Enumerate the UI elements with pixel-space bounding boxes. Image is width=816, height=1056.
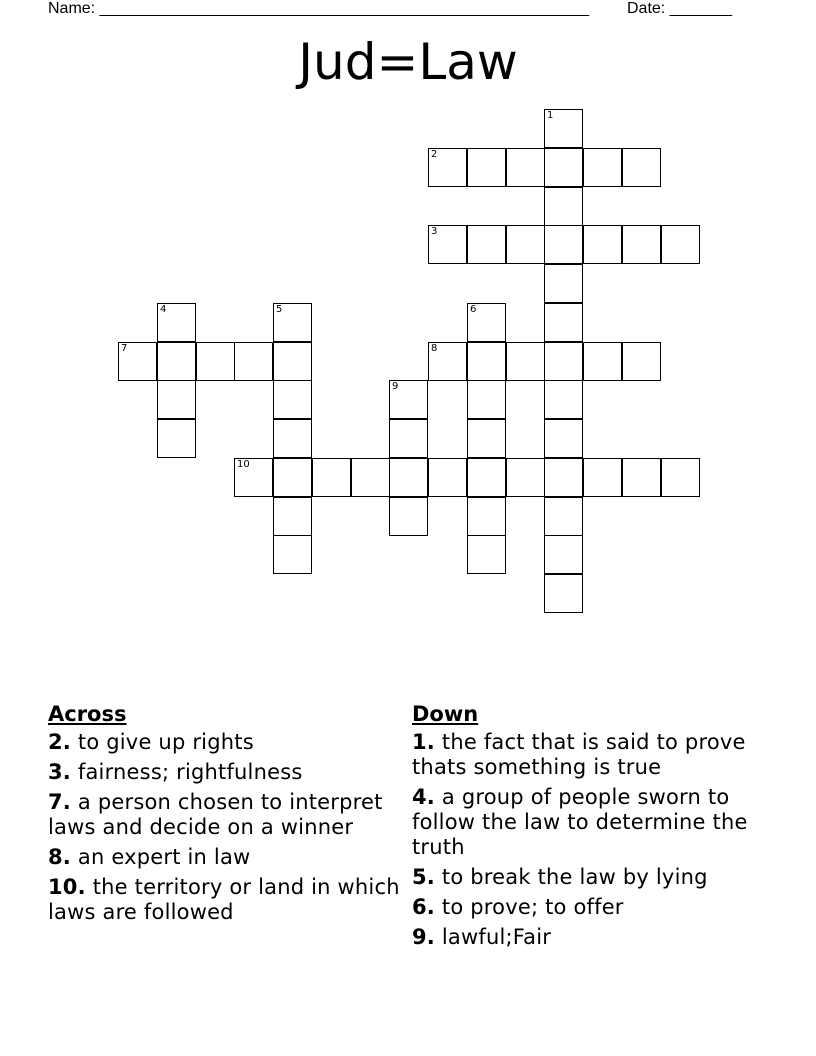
crossword-cell[interactable] [351, 458, 390, 497]
name-label: Name: [48, 0, 96, 17]
clue-number: 1 [547, 110, 554, 121]
crossword-cell[interactable] [583, 458, 622, 497]
clue-number: 3 [431, 226, 438, 237]
crossword-cell[interactable] [157, 303, 196, 342]
crossword-cell[interactable] [273, 458, 312, 497]
crossword-cell[interactable] [467, 303, 506, 342]
crossword-cell[interactable] [544, 109, 583, 148]
crossword-cell[interactable] [544, 535, 583, 574]
crossword-cell[interactable] [506, 225, 545, 264]
crossword-cell[interactable] [389, 497, 428, 536]
crossword-cell[interactable] [583, 225, 622, 264]
clue-text: to prove; to offer [441, 895, 624, 919]
clue-number: 9. [412, 925, 435, 949]
clue-text: an expert in law [77, 845, 251, 869]
clue-item [48, 875, 408, 925]
down-clues [412, 702, 772, 955]
crossword-cell[interactable] [622, 342, 661, 381]
crossword-cell[interactable] [273, 419, 312, 458]
crossword-cell[interactable] [389, 380, 428, 419]
crossword-cell[interactable] [273, 497, 312, 536]
crossword-cell[interactable] [583, 148, 622, 187]
crossword-cell[interactable] [467, 535, 506, 574]
crossword-cell[interactable] [273, 342, 312, 381]
crossword-cell[interactable] [467, 458, 506, 497]
crossword-cell[interactable] [467, 342, 506, 381]
clue-number: 8 [431, 343, 438, 354]
crossword-cell[interactable] [273, 303, 312, 342]
crossword-cell[interactable] [389, 419, 428, 458]
crossword-cell[interactable] [544, 574, 583, 613]
crossword-cell[interactable] [544, 148, 583, 187]
clue-number: 2 [431, 149, 438, 160]
clue-number: 5 [276, 304, 283, 315]
crossword-cell[interactable] [467, 497, 506, 536]
crossword-cell[interactable] [273, 535, 312, 574]
clue-item [412, 895, 772, 920]
crossword-cell[interactable] [273, 380, 312, 419]
crossword-cell[interactable] [389, 458, 428, 497]
crossword-cell[interactable] [622, 148, 661, 187]
clue-number: 6. [412, 895, 435, 919]
clue-number: 3. [48, 760, 71, 784]
page-title: Jud=Law [298, 33, 518, 91]
crossword-cell[interactable] [467, 419, 506, 458]
clue-number: 6 [470, 304, 477, 315]
clue-text: a person chosen to interpret laws and decide on a winner [48, 790, 383, 839]
crossword-cell[interactable] [428, 148, 467, 187]
crossword-cell[interactable] [544, 225, 583, 264]
clue-number: 2. [48, 730, 71, 754]
clue-item [412, 925, 772, 950]
date-label: Date: [627, 0, 666, 17]
name-line[interactable]: _______________________________________________________ [99, 0, 589, 17]
crossword-cell[interactable] [583, 342, 622, 381]
clue-item [48, 845, 408, 870]
across-heading: Across [48, 702, 127, 726]
down-heading: Down [412, 702, 479, 726]
crossword-cell[interactable] [544, 458, 583, 497]
crossword-cell[interactable] [544, 497, 583, 536]
crossword-cell[interactable] [506, 148, 545, 187]
crossword-cell[interactable] [622, 225, 661, 264]
clue-number: 10 [237, 459, 250, 470]
clue-number: 1. [412, 730, 435, 754]
clue-number: 10. [48, 875, 86, 899]
crossword-cell[interactable] [622, 458, 661, 497]
clue-text: to give up rights [77, 730, 254, 754]
clue-item [412, 730, 772, 780]
clue-item [48, 760, 408, 785]
crossword-cell[interactable] [118, 342, 157, 381]
crossword-cell[interactable] [312, 458, 351, 497]
crossword-cell[interactable] [157, 342, 196, 381]
clue-number: 7. [48, 790, 71, 814]
crossword-cell[interactable] [196, 342, 235, 381]
crossword-cell[interactable] [544, 342, 583, 381]
crossword-cell[interactable] [661, 458, 700, 497]
across-clues [48, 702, 408, 930]
crossword-cell[interactable] [428, 225, 467, 264]
crossword-cell[interactable] [157, 419, 196, 458]
clue-item [48, 730, 408, 755]
clue-number: 9 [392, 381, 399, 392]
clue-text: the fact that is said to prove thats something is true [412, 730, 746, 779]
clue-text: lawful;Fair [441, 925, 552, 949]
clue-text: a group of people sworn to follow the law to determine the truth [412, 785, 748, 859]
crossword-cell[interactable] [661, 225, 700, 264]
clue-number: 8. [48, 845, 71, 869]
clue-number: 4 [160, 304, 167, 315]
date-line[interactable]: _______ [669, 0, 732, 17]
clue-number: 7 [121, 343, 128, 354]
crossword-cell[interactable] [544, 380, 583, 419]
clue-item [48, 790, 408, 840]
clue-number: 5. [412, 865, 435, 889]
clue-item [412, 865, 772, 890]
crossword-cell[interactable] [506, 342, 545, 381]
clue-text: the territory or land in which laws are followed [48, 875, 400, 924]
crossword-cell[interactable] [467, 380, 506, 419]
clue-number: 4. [412, 785, 435, 809]
crossword-cell[interactable] [544, 264, 583, 303]
crossword-cell[interactable] [428, 458, 467, 497]
crossword-cell[interactable] [506, 458, 545, 497]
crossword-cell[interactable] [544, 419, 583, 458]
crossword-cell[interactable] [157, 380, 196, 419]
crossword-cell[interactable] [467, 148, 506, 187]
crossword-cell[interactable] [544, 187, 583, 226]
clue-item [412, 785, 772, 860]
crossword-cell[interactable] [234, 342, 273, 381]
crossword-cell[interactable] [467, 225, 506, 264]
crossword-cell[interactable] [234, 458, 273, 497]
clue-text: to break the law by lying [441, 865, 708, 889]
crossword-cell[interactable] [428, 342, 467, 381]
clue-text: fairness; rightfulness [77, 760, 303, 784]
crossword-cell[interactable] [544, 303, 583, 342]
